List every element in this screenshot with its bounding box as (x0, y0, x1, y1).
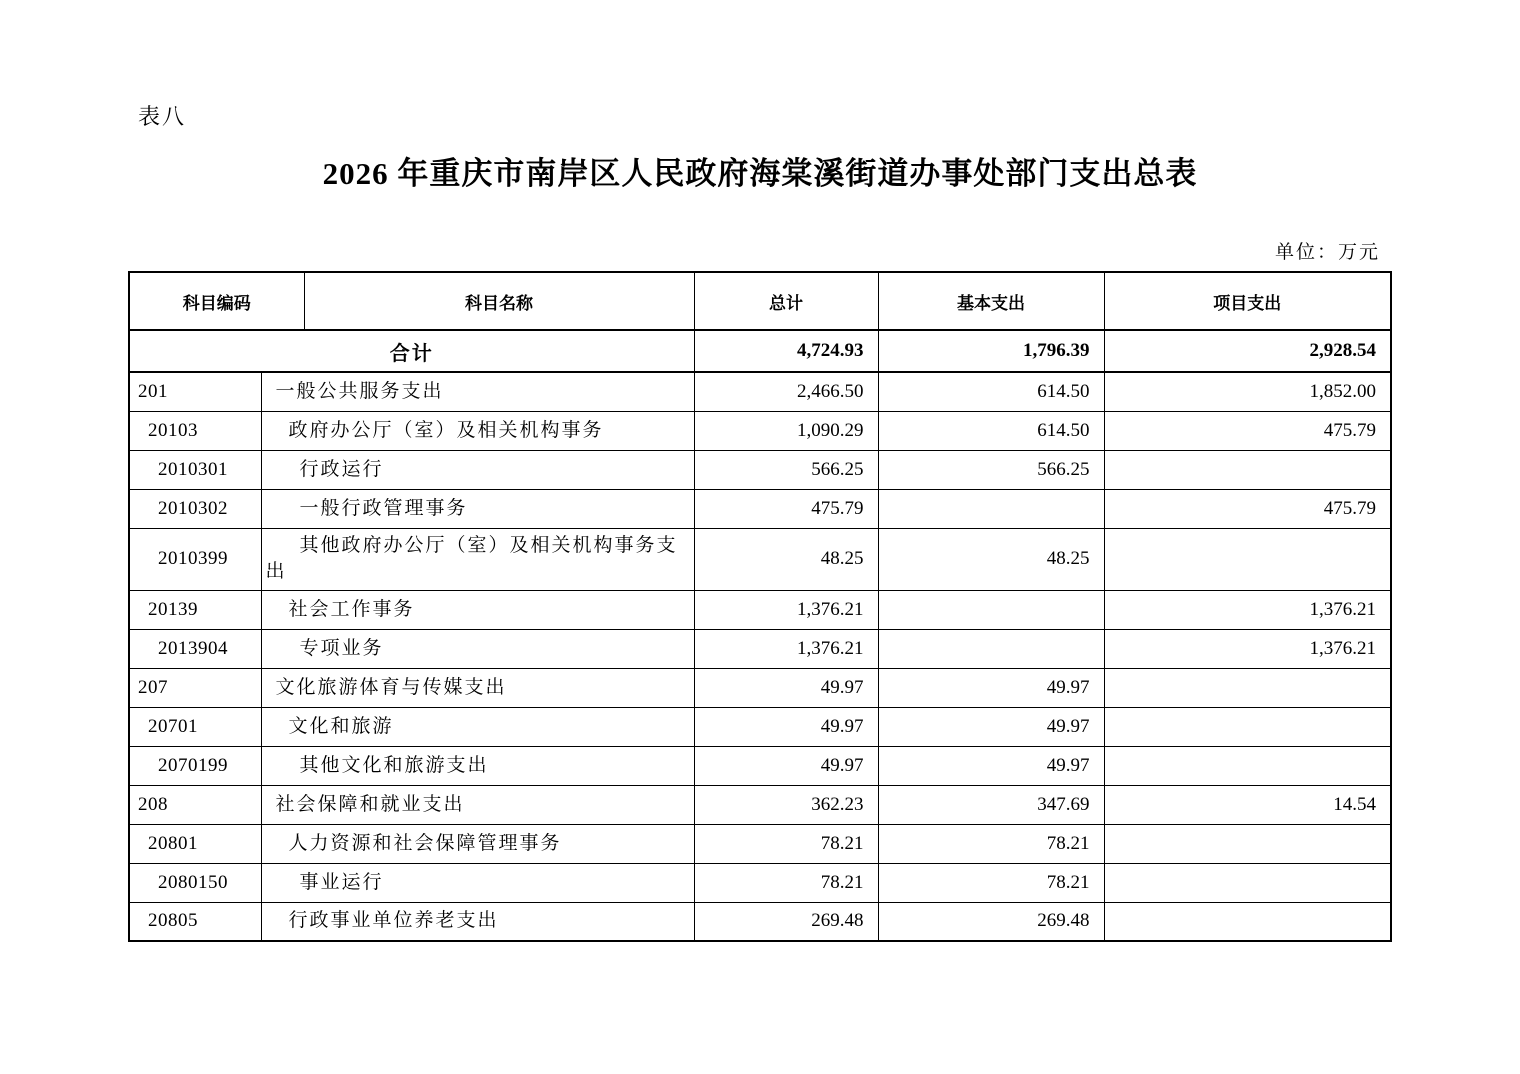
subject-name-cell: 一般公共服务支出 (261, 372, 694, 411)
expenditure-table (128, 271, 1392, 942)
project-expenditure-cell: 1,376.21 (1104, 629, 1391, 668)
total-cell: 49.97 (694, 668, 878, 707)
subject-name-cell: 文化旅游体育与传媒支出 (261, 668, 694, 707)
subject-name-cell: 专项业务 (261, 629, 694, 668)
column-header-total: 总计 (694, 272, 878, 330)
table-row (129, 489, 1391, 528)
subject-code-cell: 20801 (129, 824, 261, 863)
project-expenditure-cell: 475.79 (1104, 411, 1391, 450)
table-row (129, 824, 1391, 863)
column-header-subject-name: 科目名称 (304, 272, 694, 330)
table-header-row (129, 272, 1391, 330)
grand-total-total: 4,724.93 (694, 330, 878, 372)
project-expenditure-cell (1104, 902, 1391, 941)
table-number-label: 表八 (138, 104, 187, 129)
subject-name-cell: 行政事业单位养老支出 (261, 902, 694, 941)
project-expenditure-cell: 1,376.21 (1104, 590, 1391, 629)
subject-name-cell: 事业运行 (261, 863, 694, 902)
table-row (129, 785, 1391, 824)
subject-code-cell: 2070199 (129, 746, 261, 785)
total-cell: 49.97 (694, 746, 878, 785)
project-expenditure-cell (1104, 824, 1391, 863)
basic-expenditure-cell: 48.25 (878, 528, 1104, 590)
table-row (129, 863, 1391, 902)
subject-code-cell: 2010301 (129, 450, 261, 489)
basic-expenditure-cell (878, 489, 1104, 528)
total-cell: 269.48 (694, 902, 878, 941)
column-header-subject-code: 科目编码 (129, 272, 304, 330)
subject-name-cell: 文化和旅游 (261, 707, 694, 746)
column-header-project-expenditure: 项目支出 (1104, 272, 1391, 330)
total-cell: 362.23 (694, 785, 878, 824)
basic-expenditure-cell (878, 590, 1104, 629)
project-expenditure-cell (1104, 746, 1391, 785)
project-expenditure-cell (1104, 863, 1391, 902)
subject-name-cell: 社会工作事务 (261, 590, 694, 629)
subject-code-cell: 201 (129, 372, 261, 411)
unit-label: 单位：万元 (1274, 242, 1380, 263)
subject-name-cell: 其他政府办公厅（室）及相关机构事务支出 (261, 528, 694, 590)
table-row (129, 411, 1391, 450)
project-expenditure-cell (1104, 707, 1391, 746)
column-header-basic-expenditure: 基本支出 (878, 272, 1104, 330)
subject-code-cell: 2010399 (129, 528, 261, 590)
total-cell: 48.25 (694, 528, 878, 590)
table-row (129, 528, 1391, 590)
subject-name-cell: 人力资源和社会保障管理事务 (261, 824, 694, 863)
table-row (129, 707, 1391, 746)
grand-total-basic: 1,796.39 (878, 330, 1104, 372)
project-expenditure-cell: 14.54 (1104, 785, 1391, 824)
subject-code-cell: 20103 (129, 411, 261, 450)
total-cell: 1,090.29 (694, 411, 878, 450)
table-row (129, 450, 1391, 489)
project-expenditure-cell (1104, 528, 1391, 590)
total-cell: 475.79 (694, 489, 878, 528)
subject-code-cell: 2013904 (129, 629, 261, 668)
basic-expenditure-cell: 347.69 (878, 785, 1104, 824)
total-cell: 1,376.21 (694, 629, 878, 668)
subject-code-cell: 2080150 (129, 863, 261, 902)
basic-expenditure-cell (878, 629, 1104, 668)
basic-expenditure-cell: 566.25 (878, 450, 1104, 489)
total-cell: 566.25 (694, 450, 878, 489)
project-expenditure-cell (1104, 450, 1391, 489)
basic-expenditure-cell: 269.48 (878, 902, 1104, 941)
grand-total-row (129, 330, 1391, 372)
total-cell: 2,466.50 (694, 372, 878, 411)
subject-code-cell: 20805 (129, 902, 261, 941)
subject-name-cell: 行政运行 (261, 450, 694, 489)
grand-total-project: 2,928.54 (1104, 330, 1391, 372)
table-row (129, 372, 1391, 411)
grand-total-label: 合计 (129, 330, 694, 372)
project-expenditure-cell: 1,852.00 (1104, 372, 1391, 411)
basic-expenditure-cell: 78.21 (878, 863, 1104, 902)
total-cell: 49.97 (694, 707, 878, 746)
page-title: 2026 年重庆市南岸区人民政府海棠溪街道办事处部门支出总表 (322, 156, 1198, 191)
table-row (129, 629, 1391, 668)
project-expenditure-cell: 475.79 (1104, 489, 1391, 528)
subject-name-cell: 一般行政管理事务 (261, 489, 694, 528)
subject-code-cell: 20701 (129, 707, 261, 746)
subject-code-cell: 208 (129, 785, 261, 824)
table-body (129, 372, 1391, 941)
subject-code-cell: 207 (129, 668, 261, 707)
basic-expenditure-cell: 78.21 (878, 824, 1104, 863)
table-row (129, 746, 1391, 785)
subject-code-cell: 2010302 (129, 489, 261, 528)
basic-expenditure-cell: 49.97 (878, 668, 1104, 707)
total-cell: 78.21 (694, 863, 878, 902)
total-cell: 1,376.21 (694, 590, 878, 629)
subject-name-cell: 其他文化和旅游支出 (261, 746, 694, 785)
project-expenditure-cell (1104, 668, 1391, 707)
table-row (129, 590, 1391, 629)
subject-code-cell: 20139 (129, 590, 261, 629)
table-row (129, 902, 1391, 941)
basic-expenditure-cell: 49.97 (878, 707, 1104, 746)
basic-expenditure-cell: 49.97 (878, 746, 1104, 785)
basic-expenditure-cell: 614.50 (878, 411, 1104, 450)
subject-name-cell: 社会保障和就业支出 (261, 785, 694, 824)
total-cell: 78.21 (694, 824, 878, 863)
subject-name-cell: 政府办公厅（室）及相关机构事务 (261, 411, 694, 450)
table-row (129, 668, 1391, 707)
basic-expenditure-cell: 614.50 (878, 372, 1104, 411)
